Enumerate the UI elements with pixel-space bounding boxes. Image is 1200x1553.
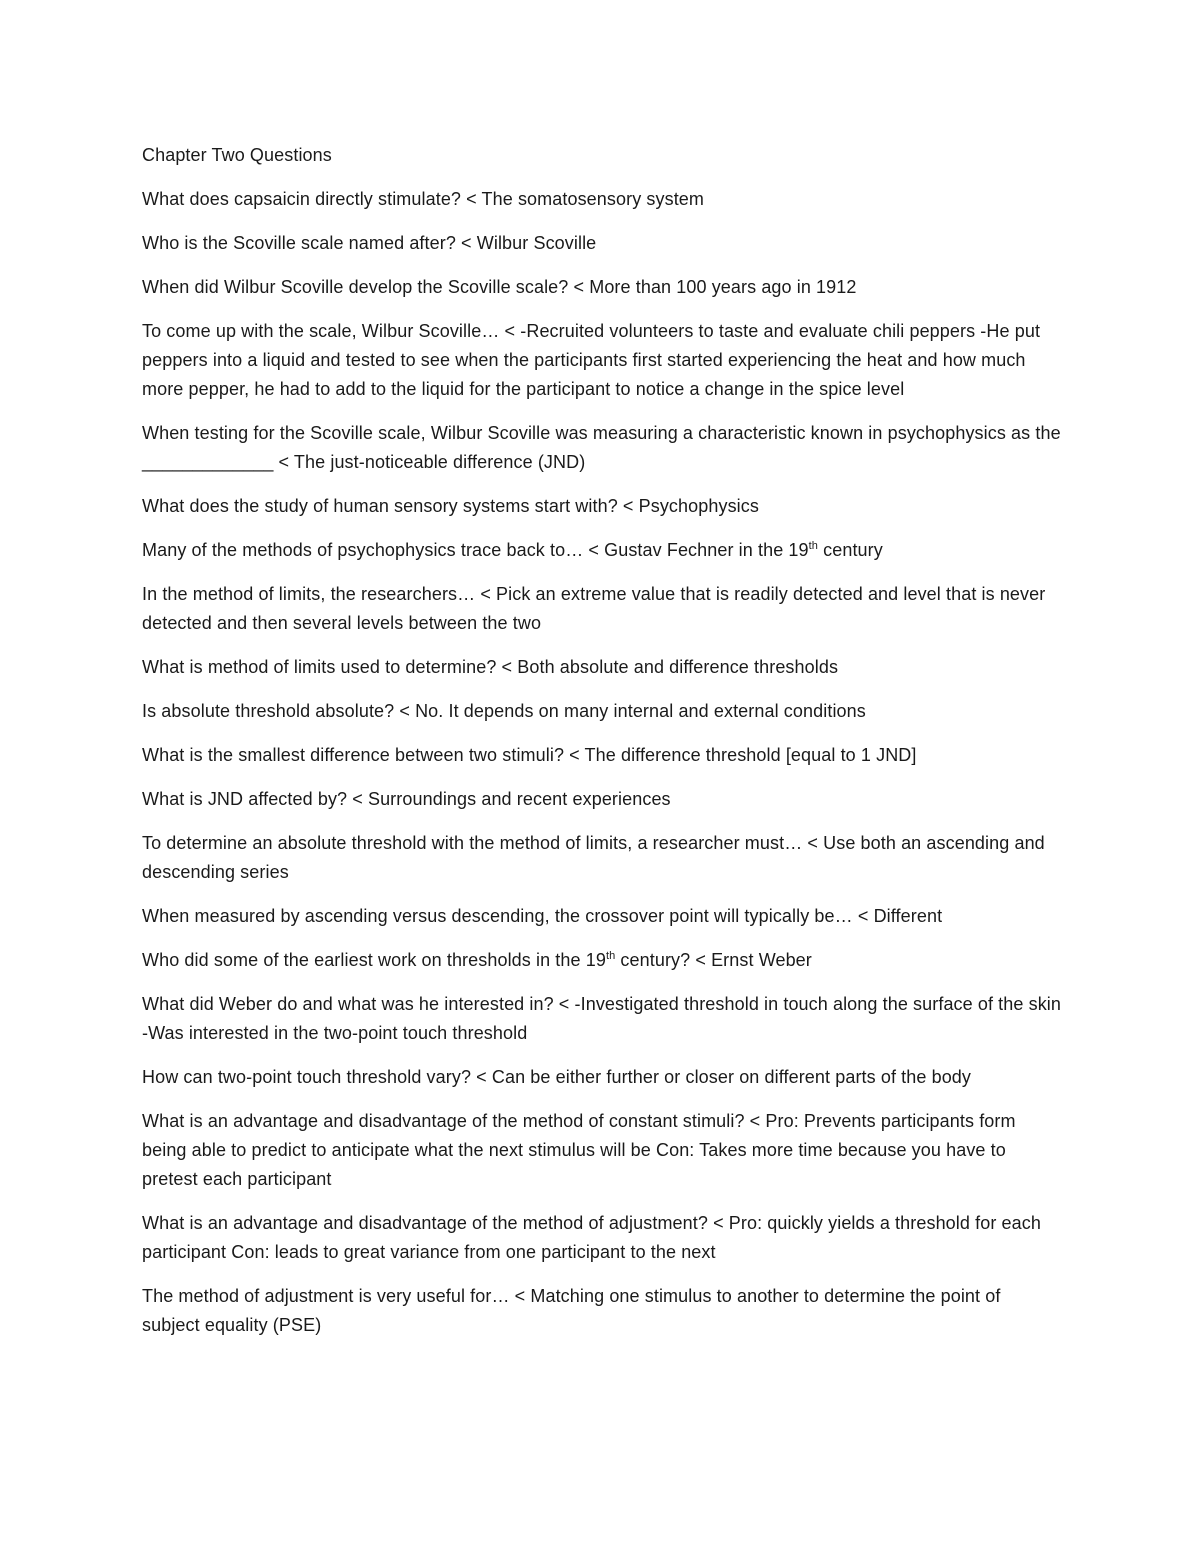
question-paragraph [142, 946, 1062, 975]
question-paragraph: When did Wilbur Scoville develop the Scoville scale? < More than 100 years ago in 1912 [142, 277, 857, 297]
paragraph-text: Many of the methods of psychophysics trace back to… < Gustav Fechner in the 19 [142, 540, 809, 560]
question-paragraph: What does the study of human sensory systems start with? < Psychophysics [142, 496, 759, 516]
paragraph-text: century [818, 540, 883, 560]
question-paragraph: How can two-point touch threshold vary? < Can be either further or closer on different parts of the body [142, 1067, 972, 1087]
question-paragraph: What did Weber do and what was he interested in? < -Investigated threshold in touch along the surface of the skin -Was interested in the two-point touch threshold [142, 994, 1062, 1043]
question-paragraph: Who is the Scoville scale named after? < Wilbur Scoville [142, 233, 597, 253]
document-title: Chapter Two Questions [142, 145, 332, 165]
question-paragraph: What is an advantage and disadvantage of the method of constant stimuli? < Pro: Prevents participants form being able to predict to anticipate what the next stimulus will be Con: Takes more time because you have to pretest each participant [142, 1111, 1016, 1189]
question-paragraph: What is method of limits used to determine? < Both absolute and difference thresholds [142, 657, 839, 677]
question-paragraph [142, 536, 1062, 565]
paragraph-text: Who did some of the earliest work on thresholds in the 19 [142, 950, 606, 970]
question-paragraph: When measured by ascending versus descending, the crossover point will typically be… < Different [142, 906, 943, 926]
question-paragraph: What is the smallest difference between two stimuli? < The difference threshold [equal to 1 JND] [142, 745, 917, 765]
question-paragraph: What is JND affected by? < Surroundings and recent experiences [142, 789, 671, 809]
question-paragraph: To determine an absolute threshold with the method of limits, a researcher must… < Use both an ascending and descending series [142, 833, 1045, 882]
question-paragraph: What does capsaicin directly stimulate? < The somatosensory system [142, 189, 705, 209]
question-paragraph: When testing for the Scoville scale, Wilbur Scoville was measuring a characteristic known in psychophysics as the _____________ < The just-noticeable difference (JND) [142, 423, 1061, 472]
question-paragraph: To come up with the scale, Wilbur Scoville… < -Recruited volunteers to taste and evaluate chili peppers -He put peppers into a liquid and tested to see when the participants first started experiencing the heat and how much more pepper, he had to add to the liquid for the participant to notice a change in the spice level [142, 321, 1041, 399]
question-paragraph: What is an advantage and disadvantage of the method of adjustment? < Pro: quickly yields a threshold for each participant Con: leads to great variance from one participant to the next [142, 1213, 1041, 1262]
superscript: th [808, 540, 819, 552]
question-paragraph: The method of adjustment is very useful for… < Matching one stimulus to another to determine the point of subject equality (PSE) [142, 1286, 1001, 1335]
paragraph-text: century? < Ernst Weber [615, 950, 812, 970]
question-paragraph: Is absolute threshold absolute? < No. It depends on many internal and external conditions [142, 701, 866, 721]
superscript: th [605, 950, 616, 962]
document-body [142, 141, 1062, 1355]
question-paragraph: In the method of limits, the researchers… < Pick an extreme value that is readily detected and level that is never detected and then several levels between the two [142, 584, 1046, 633]
